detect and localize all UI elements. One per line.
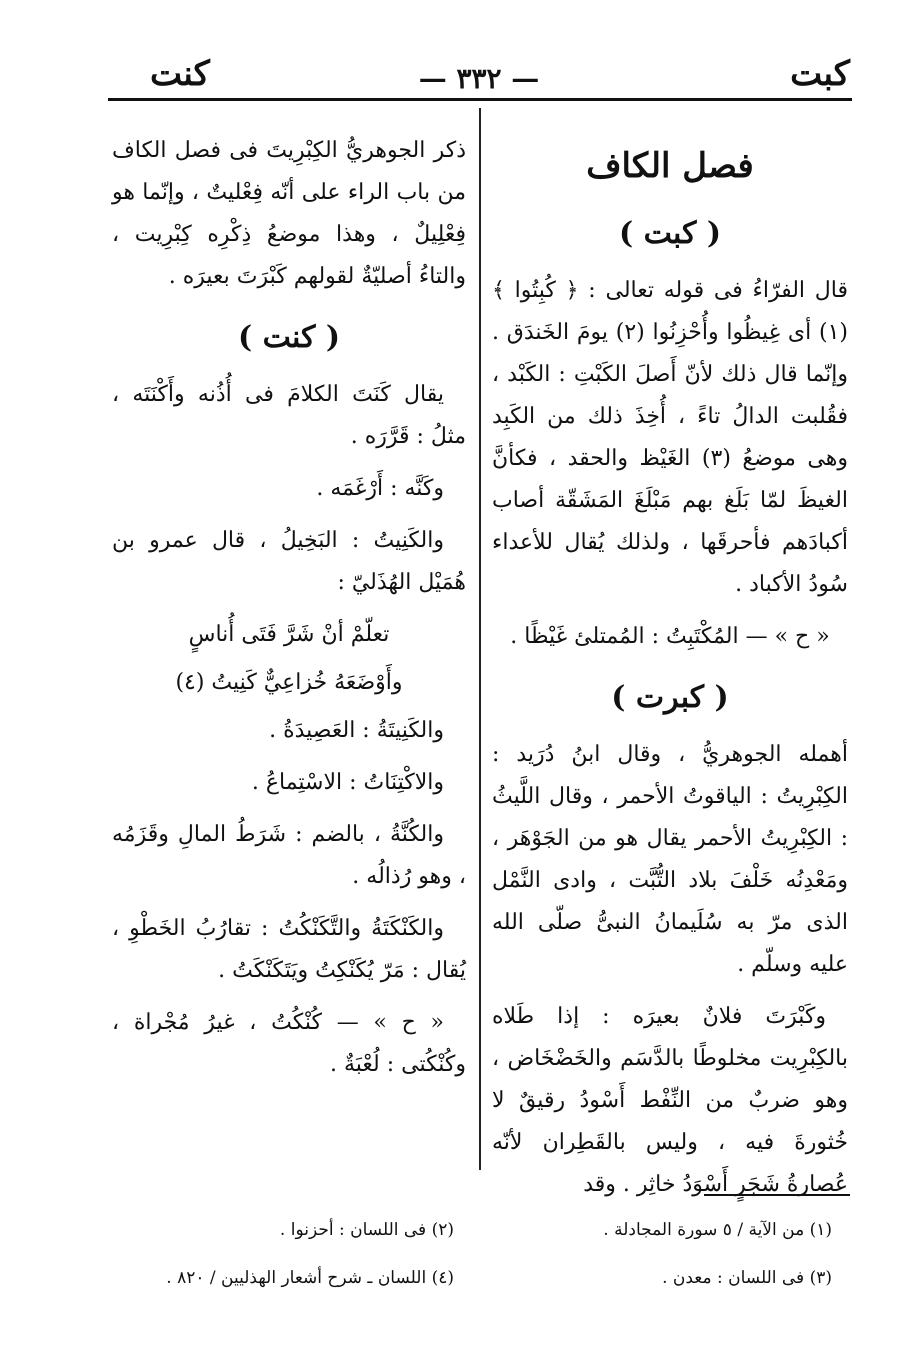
- page-header: [108, 48, 850, 96]
- footnotes: [108, 1206, 852, 1306]
- footnote-3: (٣) فى اللسان : معدن .: [662, 1268, 832, 1288]
- section-title: فصل الكاف: [586, 146, 754, 186]
- entry-title-kanat: ( كنت ): [237, 320, 341, 355]
- entry-title-kabat: ( كبت ): [618, 216, 722, 251]
- entry-kanat-paragraph-6: والكُنَّةُ ، بالضم : شَرَطُ المالِ وقَزَمُه ، وهو رُذالُه .: [112, 822, 466, 889]
- entry-kabrat-paragraph-1: أهمله الجوهريُّ ، وقال ابنُ دُرَيد : الكِبْرِيتُ : الياقوتُ الأحمر ، وقال اللَّيثُ : الكِبْرِيتُ الأحمر يقال هو من الجَوْهَر ، ومَعْدِنُه خَلْفَ بلاد التُّبَّت ، وادى النَّمْل الذى مرّ به سُلَيمانُ النبىُّ صلّى الله عليه وسلّم .: [492, 742, 848, 977]
- footnote-2: (٢) فى اللسان : أحزنوا .: [279, 1220, 454, 1240]
- entry-kanat-paragraph-1: يقال كَنَتَ الكلامَ فى أُذُنه وأَكْنَتَه ، مثلُ : قَرَّرَه .: [112, 382, 466, 449]
- entry-title-kabrat: ( كبرت ): [611, 680, 729, 715]
- right-column: [492, 130, 849, 1197]
- verse-line-2: وأَوْضَعَهُ خُزاعِيٌّ كَنِيتُ (٤): [175, 670, 403, 695]
- column-divider: [479, 108, 481, 1170]
- verse-line-1: تعلّمْ أنْ شَرَّ فَتَى أُناسٍ: [188, 622, 390, 647]
- entry-kanat-paragraph-4: والكَنِيتَةُ : العَصِيدَةُ .: [269, 718, 444, 743]
- entry-kabat-paragraph-2: « ح » — المُكْتَبِتُ : المُمتلئ غَيْظًا .: [510, 624, 830, 649]
- entry-kanat-paragraph-3: والكَنِيتُ : البَخِيلُ ، قال عمرو بن هُمَيْل الهُذَليّ :: [112, 528, 466, 595]
- entry-kabrat-paragraph-2: وكَبْرَتَ فلانٌ بعيرَه : إذا طَلاه بالكِبْرِيت مخلوطًا بالدَّسَم والخَضْخَاض ، وهو ضربٌ من النِّفْط أَسْودُ رقيقٌ لا خُثورةَ فيه ، وليس بالقَطِران لأنّه عُصارةُ شَجَرٍ أَسْوَدُ خاثِر . وقد: [492, 1004, 848, 1197]
- entry-kanat-paragraph-5: والاكْتِنَاتُ : الاسْتِماعُ .: [251, 770, 444, 795]
- entry-kanat-paragraph-2: وكَنَّه : أَرْغَمَه .: [316, 476, 444, 501]
- entry-kabat-paragraph-1: قال الفرّاءُ فى قوله تعالى : ﴿ كُبِتُوا ﴾ (١) أى غِيظُوا وأُحْزِنُوا (٢) يومَ الخَندَق . وإنّما قال ذلك لأنّ أَصلَ الكَبْتِ : الكَبْد ، فقُلبت الدالُ تاءً ، أُخِذَ ذلك من الكَبِد وهى موضعُ (٣) الغَيْظ والحقد ، فكأنَّ الغيظَ لمّا بَلَغ بهم مَبْلَغَ المَشَقّة أصاب أكبادَهم فأحرقَها ، ولذلك يُقال للأعداء سُودُ الأكباد .: [492, 278, 849, 597]
- footnote-1: (١) من الآية / ٥ سورة المجادلة .: [603, 1220, 832, 1240]
- entry-kanat-paragraph-7: والكَنْكَتَةُ والتَّكَنْكُتُ : تقارُبُ الخَطْوِ ، يُقال : مَرّ يُكَنْكِتُ ويَتَكَنْكَتُ .: [112, 916, 466, 983]
- left-column: [112, 130, 466, 1170]
- footnote-rule: [704, 1194, 850, 1196]
- kabrat-continuation: ذكر الجوهريُّ الكِبْرِيتَ فى فصل الكاف من باب الراء على أنّه فِعْليتٌ ، وإنّما هو فِعْلِيلٌ ، وهذا موضعُ ذِكْرِه كِبْرِيت ، والتاءُ أصليّةٌ لقولهم كَبْرَتَ بعيرَه .: [112, 138, 466, 289]
- header-root-right: كبت: [790, 54, 850, 94]
- footnote-4: (٤) اللسان ـ شرح أشعار الهذليين / ٨٢٠ .: [166, 1268, 454, 1288]
- entry-kanat-paragraph-8: « ح » — كُنْكُتُ ، غيرُ مُجْراة ، وكُنْكُتى : لُعْبَةٌ .: [112, 1010, 466, 1077]
- header-rule: [108, 98, 852, 101]
- header-root-left: كنت: [150, 54, 210, 94]
- page-number: — ٣٣٢ —: [418, 62, 540, 95]
